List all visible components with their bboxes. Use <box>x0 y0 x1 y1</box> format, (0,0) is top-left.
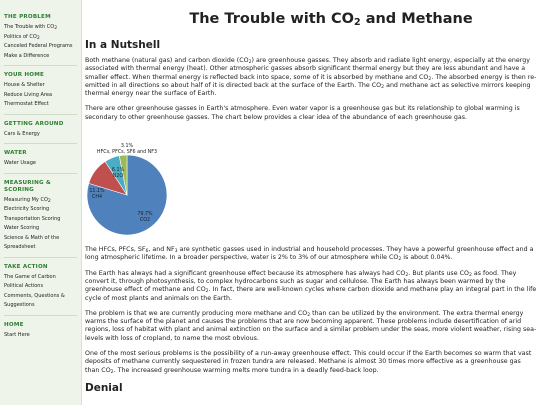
sidebar-link[interactable]: Spreadsheet <box>4 244 36 250</box>
pie-chart-svg <box>85 125 245 240</box>
page-title: The Trouble with $CO_2$ and Methane <box>189 11 473 28</box>
paragraph-6: One of the most serious problems is the possibility of a run-away greenhouse effect. This could occur if the Earth becomes so warm that vast deposits of methane currently sequestered in frozen tundra are released. Methane is almost 30 times more effective as a greenhouse gas than $CO_2$. The increased greenhouse warming melts more tundra in a deadly feed-back loop. <box>85 350 532 375</box>
sidebar-link[interactable]: House & Shelter <box>4 82 45 88</box>
sidebar-section-title: TAKE ACTION <box>4 263 48 270</box>
sidebar-link[interactable]: Measuring My $CO_2$ <box>4 196 51 204</box>
sidebar-link[interactable]: Science & Math of the <box>4 234 60 241</box>
sidebar-link[interactable]: Water Usage <box>4 160 36 166</box>
sidebar-section-title: YOUR HOME <box>4 72 45 78</box>
sidebar-link[interactable]: Comments, Questions & <box>4 292 65 299</box>
sidebar-section-your-home <box>4 72 77 115</box>
pie-label-1: 11.1% CH4 <box>89 189 105 200</box>
paragraph-2: There are other greenhouse gasses in Earth's atmosphere. Even water vapor is a greenhouse gas but its relationship to global warming is secondary to other greenhouse gasses. The chart below provides a clear idea of the abundance of each greenhouse gas. <box>85 105 520 121</box>
section-heading-nutshell: In a Nutshell <box>85 39 161 51</box>
sidebar-link[interactable]: Reduce Living Area <box>4 91 53 98</box>
sidebar-link[interactable]: Suggestions <box>4 302 35 308</box>
section-heading-denial: Denial <box>85 381 123 394</box>
sidebar-section-water <box>4 150 77 174</box>
paragraph-4: The Earth has always had a significant greenhouse effect because its atmosphere has always had $CO_2$. But plants use $CO_2$ as food. They convert it, through photosynthesis, to complex hydrocarbons such as sugar and cellulose. The Earth has always been warmed by the greenhouse effect of methane and $CO_2$. In fact, there are well-known cycles where carbon dioxide and methane play an integral part in the life cycle of most plants and animals on the Earth. <box>85 269 537 302</box>
sidebar-link[interactable]: The Trouble with $CO_2$ <box>4 24 58 31</box>
sidebar-link[interactable]: The Game of Carbon <box>4 273 56 280</box>
sidebar-link[interactable]: Cars & Energy <box>4 130 40 137</box>
sidebar-link[interactable]: Thermostat Effect <box>4 101 49 107</box>
paragraph-5: The problem is that we are currently producing more methane and $CO_2$ than can be utilized by the environment. The extra thermal energy warms the surface of the planet and causes the problems that are now becoming apparent. These problems include desertification of arid regions, loss of habitat with plant and animal extinction on the surface and a similar problem under the seas, more violent weather, rising sea-levels with loss of cropland, to name the most obvious. <box>85 309 537 342</box>
sidebar <box>0 0 82 405</box>
main-content <box>85 0 537 405</box>
sidebar-link[interactable]: Start Here <box>4 331 30 338</box>
pie-label-0: 79.7% CO2 <box>137 212 153 223</box>
sidebar-link[interactable]: Water Scoring <box>4 225 40 231</box>
pie-label-3: 3.1% HFCs, PFCs, SF6 and NF3 <box>96 144 158 155</box>
sidebar-section-title: THE PROBLEM <box>4 14 51 20</box>
sidebar-section-title: WATER <box>4 150 27 156</box>
paragraph-3: The HFCs, PFCs, $SF_6$, and $NF_3$ are synthetic gasses used in industrial and household processes. They have a powerful greenhouse effect and a long atmospheric lifetime. In a broader perspective, water is 2% to 3% of our atmosphere while $CO_2$ is about 0.04%. <box>85 246 534 263</box>
sidebar-link[interactable]: Electricity Scoring <box>4 206 50 212</box>
sidebar-section-title: MEASURING & SCORING <box>4 179 51 193</box>
paragraph-1: Both methane (natural gas) and carbon dioxide $(CO_2)$ are greenhouse gasses. They absorb and radiate light energy, especially at the energy associated with thermal energy (heat). Other atmospheric gasses absorb significant thermal energy but they are less abundant and have a smaller effect. When thermal energy is reflected back into space, some of it is absorbed by methane and $CO_2$. The absorbed energy is then re-emitted in all directions so about half of it is directed back at the surface of the Earth. The $CO_2$ and methane act as selective mirrors keeping thermal energy near the surface of Earth. <box>85 57 537 98</box>
sidebar-link[interactable]: Transportation Scoring <box>4 215 61 222</box>
sidebar-section-home <box>4 322 77 345</box>
greenhouse-gas-pie-chart <box>85 125 245 240</box>
sidebar-section-getting-around <box>4 121 77 145</box>
sidebar-link[interactable]: Political Actions <box>4 283 44 289</box>
sidebar-section-title: HOME <box>4 321 24 328</box>
sidebar-link[interactable]: Canceled Federal Programs <box>4 43 73 49</box>
sidebar-link[interactable]: Politics of $CO_2$ <box>4 33 40 41</box>
pie-label-2: 6.1% N2O <box>111 168 125 179</box>
sidebar-section-take-action <box>4 264 77 316</box>
sidebar-section-the-problem <box>4 14 77 66</box>
sidebar-section-measuring-scoring <box>4 180 77 258</box>
sidebar-section-title: GETTING AROUND <box>4 120 64 127</box>
sidebar-link[interactable]: Make a Difference <box>4 52 50 59</box>
